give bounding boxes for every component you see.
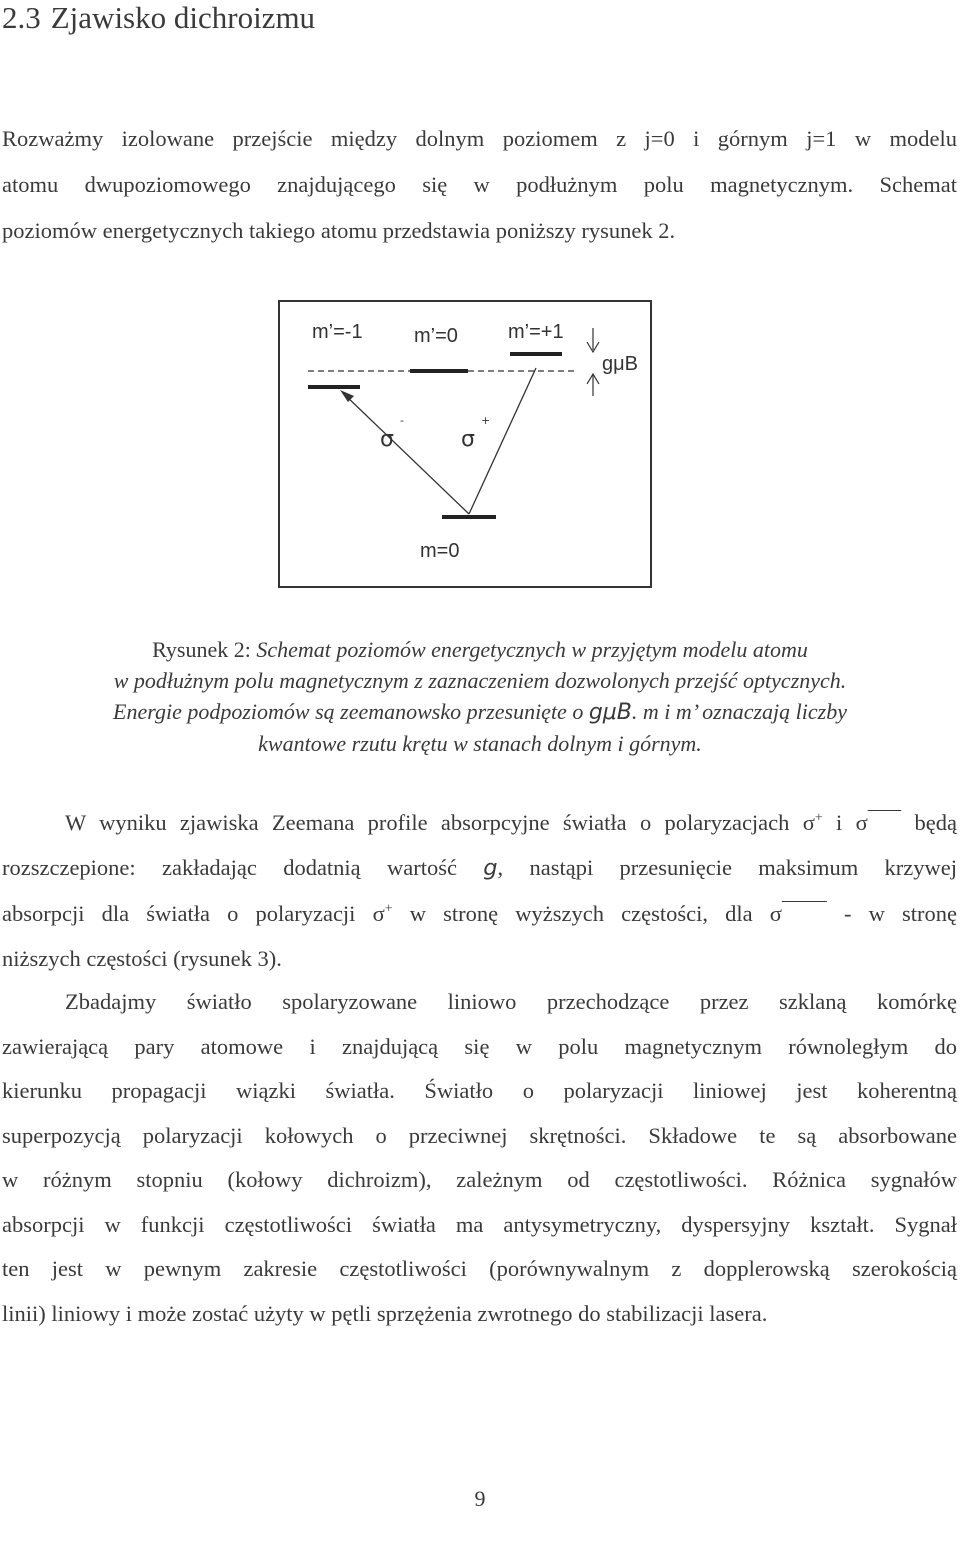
caption-text: Schemat poziomów energetycznych w przyjętym modelu atomu (256, 637, 808, 662)
text-line: Zbadajmy światło spolaryzowane liniowo przechodzące przez szklaną komórkę (65, 989, 957, 1014)
text-span: , nastąpi przesunięcie maksimum krzywej (497, 855, 957, 880)
zeeman-paragraph (2, 800, 957, 981)
text-line: absorpcji w funkcji częstotliwości światła ma antysymetryczny, dyspersyjny kształt. Sygnał (2, 1211, 957, 1237)
text-span: będą (901, 810, 958, 835)
intro-paragraph (2, 116, 957, 254)
caption-line: kwantowe rzutu krętu w stanach dolnym i górnym. (258, 731, 702, 756)
section-heading (2, 0, 315, 36)
energy-level-diagram (278, 300, 652, 588)
text-line: atomu dwupoziomowego znajdującego się w podłużnym polu magnetycznym. Schemat (2, 172, 957, 197)
label-g-mu-b: gμB (602, 353, 638, 375)
label-m-zero-upper: m’=0 (414, 325, 458, 347)
label-sigma-minus: σ (380, 427, 394, 452)
caption-label: Rysunek 2: (152, 637, 251, 662)
text-line: kierunku propagacji wiązki światła. Światło o polaryzacji liniowej jest koherentną (2, 1078, 957, 1103)
text-line: niższych częstości (rysunek 3). (2, 946, 282, 971)
label-ground-m-zero: m=0 (420, 540, 460, 562)
section-number: 2.3 (2, 0, 41, 35)
arrow-down-icon (587, 328, 599, 352)
superscript-minus (868, 811, 902, 826)
arrow-up-icon (587, 374, 599, 396)
sup-sigma-plus: + (481, 414, 491, 427)
text-span: w stronę wyższych częstości, dla σ (392, 901, 782, 926)
caption-text: Energie podpoziomów są zeemanowsko przesunięte o (113, 699, 589, 724)
text-span: absorpcji dla światła o polaryzacji σ (2, 901, 385, 926)
label-sigma-plus: σ (461, 427, 475, 452)
text-line: ten jest w pewnym zakresie częstotliwości (porównywalnym z dopplerowską szerokością (2, 1256, 957, 1281)
text-span: i σ (822, 810, 868, 835)
text-span: W wyniku zjawiska Zeemana profile absorpcyjne światła o polaryzacjach σ (65, 810, 815, 835)
text-line: superpozycją polaryzacji kołowych o przeciwnej skrętności. Składowe te są absorbowane (2, 1122, 957, 1148)
text-line (2, 891, 957, 936)
superscript-minus (782, 902, 827, 917)
transition-line-sigma-plus (469, 368, 536, 514)
text-line: zawierającą pary atomowe i znajdującą się w polu magnetycznym równoległym do (2, 1033, 957, 1059)
transition-line-sigma-minus (344, 394, 469, 514)
text-line: poziomów energetycznych takiego atomu przedstawia poniższy rysunek 2. (2, 218, 676, 243)
superscript: + (814, 810, 823, 826)
dichroism-paragraph (2, 980, 957, 1336)
text-span: rozszczepione: zakładając dodatnią wartość (2, 855, 484, 880)
text-span: - w stronę (826, 901, 958, 926)
text-line (2, 845, 957, 891)
page-number: 9 (474, 1486, 486, 1511)
label-m-plus-one: m’=+1 (508, 321, 564, 343)
text-line: Rozważmy izolowane przejście między dolnym poziomem z j=0 i górnym j=1 w modelu (2, 126, 957, 151)
text-line: w różnym stopniu (kołowy dichroizm), zależnym od częstotliwości. Różnica sygnałów (2, 1167, 957, 1192)
caption-line: w podłużnym polu magnetycznym z zaznaczeniem dozwolonych przejść optycznych. (113, 668, 847, 693)
variable-g: g (483, 855, 498, 881)
sup-sigma-minus: - (400, 414, 404, 427)
figure-caption (20, 634, 940, 759)
caption-line (20, 696, 940, 728)
superscript: + (384, 901, 393, 917)
text-line: linii) liniowy i może zostać użyty w pętli sprzężenia zwrotnego do stabilizacji lasera. (2, 1300, 768, 1326)
caption-formula: gμB (588, 700, 632, 725)
caption-text: . m i m’ oznaczają liczby (631, 699, 847, 724)
section-title: Zjawisko dichroizmu (50, 0, 316, 35)
text-line (2, 800, 957, 845)
label-m-minus-one: m’=-1 (312, 321, 363, 343)
arrowhead-sigma-minus (340, 390, 354, 402)
caption-line (20, 634, 940, 665)
